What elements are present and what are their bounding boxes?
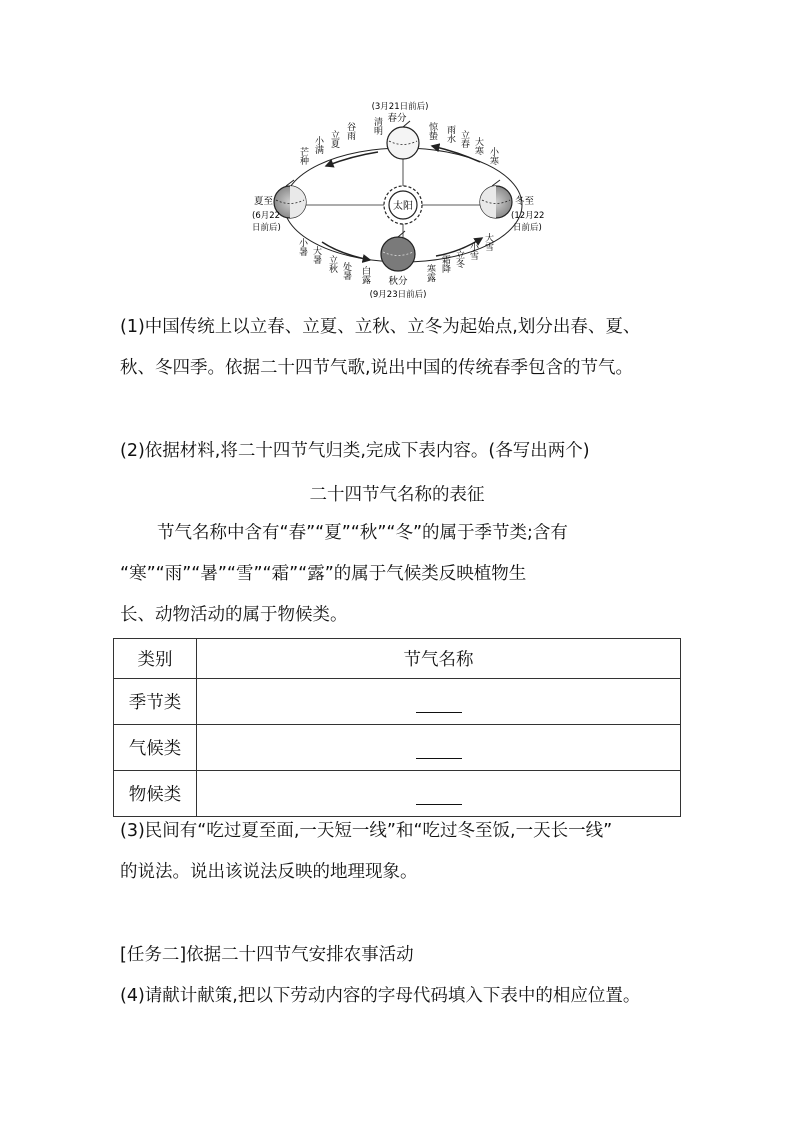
classification-table — [113, 638, 681, 817]
solar-terms-orbit-diagram — [240, 92, 570, 304]
term-label: 处暑 — [341, 262, 351, 280]
spring-date: (3月21日前后) — [371, 102, 429, 112]
earth-autumn — [381, 231, 415, 271]
material-title: 二十四节气名称的表征 — [309, 485, 485, 505]
term-label: 立冬 — [454, 250, 464, 268]
table-header-row — [114, 639, 681, 679]
q1-line2: 秋、冬四季。依据二十四节气歌,说出中国的传统春季包含的节气。 — [120, 358, 634, 378]
row-category: 物候类 — [114, 771, 197, 817]
summer-name: 夏至 — [254, 196, 274, 207]
term-label: 白露 — [360, 266, 370, 284]
term-label: 清明 — [372, 117, 382, 135]
q2-line1: (2)依据材料,将二十四节气归类,完成下表内容。(各写出两个) — [120, 441, 590, 461]
answer-blank[interactable] — [197, 771, 681, 817]
q3-line1: (3)民间有“吃过夏至面,一天短一线”和“吃过冬至饭,一天长一线” — [120, 821, 613, 841]
term-label: 霜降 — [440, 255, 450, 273]
term-label: 立春 — [459, 130, 469, 148]
term-label: 雨水 — [445, 125, 455, 143]
term-label: 小暑 — [297, 238, 307, 256]
table-row — [114, 725, 681, 771]
material-line1: 节气名称中含有“春”“夏”“秋”“冬”的属于季节类;含有 — [157, 523, 568, 543]
autumn-name: 秋分 — [388, 276, 408, 287]
earth-spring — [387, 121, 419, 159]
term-label: 立秋 — [327, 255, 337, 273]
term-label: 立夏 — [329, 130, 339, 148]
header-names: 节气名称 — [197, 639, 681, 679]
material-line3: 长、动物活动的属于物候类。 — [120, 605, 348, 625]
term-label: 大暑 — [311, 246, 321, 264]
material-line2: “寒”“雨”“暑”“雪”“霜”“露”的属于气候类反映植物生 — [120, 564, 527, 584]
term-label: 小满 — [313, 136, 323, 154]
table-row — [114, 771, 681, 817]
term-label: 大寒 — [473, 137, 483, 155]
term-label: 小雪 — [468, 242, 478, 260]
row-category: 季节类 — [114, 679, 197, 725]
answer-blank[interactable] — [197, 725, 681, 771]
winter-date: (12月22 — [511, 211, 545, 221]
row-category: 气候类 — [114, 725, 197, 771]
term-label: 惊蛰 — [427, 122, 437, 140]
term-label: 寒露 — [425, 264, 435, 282]
answer-blank[interactable] — [197, 679, 681, 725]
term-label: 大雪 — [483, 233, 493, 251]
q4-line1: (4)请献计献策,把以下劳动内容的字母代码填入下表中的相应位置。 — [120, 986, 641, 1006]
term-label: 小寒 — [488, 147, 498, 165]
autumn-date: (9月23日前后) — [369, 290, 427, 300]
term-label: 谷雨 — [345, 122, 355, 140]
q1-line1: (1)中国传统上以立春、立夏、立秋、立冬为起始点,划分出春、夏、 — [120, 317, 641, 337]
winter-date: 日前后) — [513, 223, 542, 233]
sun — [384, 186, 422, 224]
summer-date: 日前后) — [252, 223, 281, 233]
sun-label: 太阳 — [393, 201, 413, 212]
term-label: 芒种 — [298, 147, 308, 165]
summer-date: (6月22 — [252, 211, 281, 221]
task2-title: [任务二]依据二十四节气安排农事活动 — [120, 945, 414, 965]
winter-name: 冬至 — [515, 196, 535, 207]
table-row — [114, 679, 681, 725]
earth-winter — [480, 180, 512, 218]
q3-line2: 的说法。说出该说法反映的地理现象。 — [120, 862, 418, 882]
spring-name: 春分 — [387, 113, 407, 124]
header-category: 类别 — [114, 639, 197, 679]
